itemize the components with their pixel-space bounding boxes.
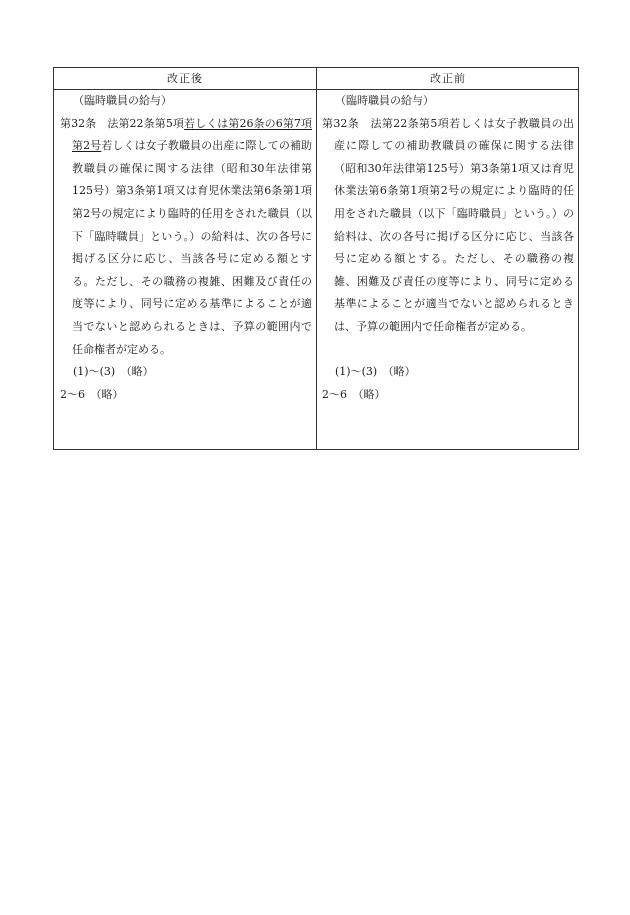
after-article-num: 第32条 — [60, 116, 97, 130]
after-item-2: 2〜6 （略） — [60, 387, 124, 401]
before-item-2: 2〜6 （略） — [322, 387, 386, 401]
header-before: 改正前 — [430, 72, 466, 85]
after-article — [60, 113, 312, 362]
before-article — [322, 113, 574, 339]
before-article-text: 法第22条第5項若しくは女子教職員の出産に際しての補助教職員の確保に関する法律（昭和30年法律第125号）第3条第1項又は育児休業法第6条第1項第2号の規定により臨時的任用をされた職員（以下「臨時職員」という。）の給料は、次の各号に掲げる区分に応じ、当該各号に定める額とする。ただし、その職務の複雑、困難及び責任の度等により、同号に定める基準によることが適当でないと認められるときは、予算の範囲内で任命権者が定める。 — [334, 116, 574, 333]
before-item-1: (1)〜(3) （略） — [335, 365, 416, 379]
after-caption: （臨時職員の給与） — [73, 94, 172, 107]
before-article-num: 第32条 — [322, 116, 360, 130]
after-article-post: 若しくは女子教職員の出産に際しての補助教職員の確保に関する法律（昭和30年法律第125号）第3条第1項又は育児休業法第6条第1項第2号の規定により臨時的任用をされた職員（以下「臨時職員」という。）の給料は、次の各号に掲げる区分に応じ、当該各号に定める額とする。ただし、その職務の複雑、困難及び責任の度等により、同号に定める基準によることが適当でないと認められるときは、予算の範囲内で任命権者が定める。 — [72, 139, 313, 356]
column-divider — [316, 68, 317, 449]
header-after: 改正後 — [167, 72, 203, 85]
after-column — [60, 90, 312, 406]
after-article-amended: 若しくは第26条の6第7項第2号 — [72, 116, 313, 153]
before-spacer — [322, 339, 574, 362]
after-article-pre: 法第22条第5項 — [96, 116, 185, 130]
before-column — [322, 90, 574, 406]
after-item-1: (1)〜(3) （略） — [73, 365, 154, 379]
before-caption: （臨時職員の給与） — [335, 94, 434, 107]
comparison-table — [53, 67, 579, 450]
